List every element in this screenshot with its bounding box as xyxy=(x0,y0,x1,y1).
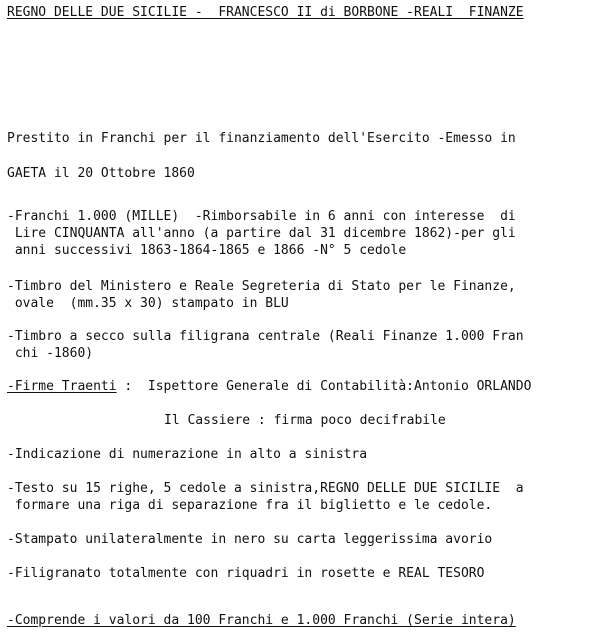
stampato-line: -Stampato unilateralmente in nero su carta leggerissima avorio xyxy=(7,532,493,547)
intro-line-1: Prestito in Franchi per il finanziamento dell'Esercito -Emesso in xyxy=(7,131,516,146)
firme-label: -Firme Traenti xyxy=(7,379,117,394)
timbro-secco-line-1: -Timbro a secco sulla filigrana centrale (Reali Finanze 1.000 Fran xyxy=(7,329,524,344)
firme-ispettore: : Ispettore Generale di Contabilità:Antonio ORLANDO xyxy=(116,379,532,394)
document-header: REGNO DELLE DUE SICILIE - FRANCESCO II di BORBONE -REALI FINANZE xyxy=(7,5,524,20)
franchi-line-2: Lire CINQUANTA all'anno (a partire dal 31 dicembre 1862)-per gli xyxy=(7,226,516,241)
timbro-secco-line-2: chi -1860) xyxy=(7,346,94,361)
firme-line xyxy=(7,378,531,395)
timbro-ministero-line-2: ovale (mm.35 x 30) stampato in BLU xyxy=(7,296,289,311)
footer-line: -Comprende i valori da 100 Franchi e 1.000 Franchi (Serie intera) xyxy=(7,613,516,628)
testo-line-1: -Testo su 15 righe, 5 cedole a sinistra,REGNO DELLE DUE SICILIE a xyxy=(7,481,524,496)
testo-line-2: formare una riga di separazione fra il biglietto e le cedole. xyxy=(7,498,493,513)
filigranato-line: -Filigranato totalmente con riquadri in rosette e REAL TESORO xyxy=(7,566,485,581)
franchi-line-3: anni successivi 1863-1864-1865 e 1866 -N° 5 cedole xyxy=(7,243,407,258)
timbro-ministero-line-1: -Timbro del Ministero e Reale Segreteria di Stato per le Finanze, xyxy=(7,279,516,294)
franchi-line-1: -Franchi 1.000 (MILLE) -Rimborsabile in 6 anni con interesse di xyxy=(7,209,516,224)
numerazione-line: -Indicazione di numerazione in alto a sinistra xyxy=(7,447,368,462)
firme-cassiere: Il Cassiere : firma poco decifrabile xyxy=(164,413,446,428)
intro-line-2: GAETA il 20 Ottobre 1860 xyxy=(7,166,195,181)
